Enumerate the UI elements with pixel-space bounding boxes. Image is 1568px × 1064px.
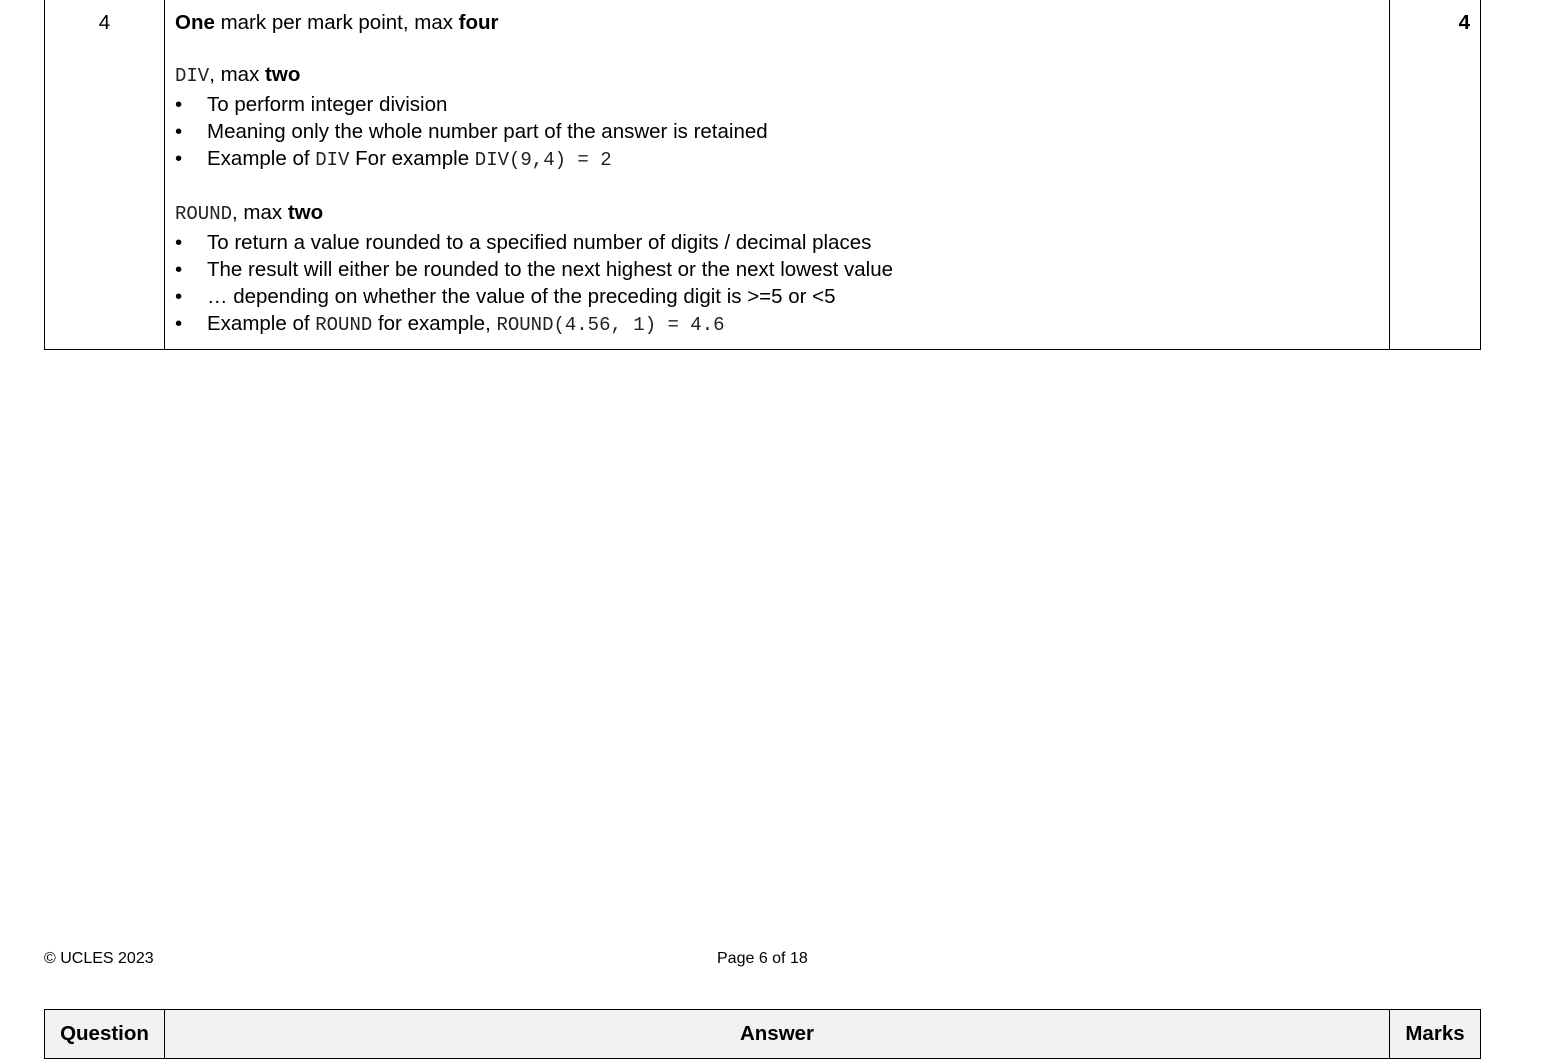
answer-cell (165, 0, 1390, 350)
round-code: ROUND (175, 203, 233, 225)
list-item (175, 310, 1379, 339)
example-code: ROUND(4.56, 1) = 4.6 (496, 314, 725, 336)
div-heading-bold: two (265, 63, 301, 86)
list-item: • To perform integer division (175, 91, 1379, 118)
header-answer: Answer (165, 1010, 1390, 1059)
example-text: For example (349, 147, 475, 170)
example-text: Example of (207, 147, 316, 170)
list-item: • … depending on whether the value of the preceding digit is >=5 or <5 (175, 283, 1379, 310)
example-text: for example, (372, 312, 497, 335)
round-section (175, 199, 1379, 339)
example-code: ROUND (315, 314, 373, 336)
list-item: • The result will either be rounded to the next highest or the next lowest value (175, 256, 1379, 283)
round-heading-bold: two (287, 201, 324, 224)
page-number: Page 6 of 18 (717, 950, 808, 967)
example-code: DIV(9,4) = 2 (474, 149, 612, 171)
marks-value: 4 (1390, 0, 1481, 350)
next-page-table-header (44, 1009, 1481, 1059)
div-heading (175, 61, 1379, 90)
round-heading (175, 199, 1379, 228)
header-row (45, 1010, 1481, 1059)
div-section (175, 61, 1379, 174)
intro-line (175, 9, 1379, 36)
div-code: DIV (175, 65, 210, 87)
round-bullet-list (175, 229, 1379, 339)
intro-text: mark per mark point, max (214, 11, 459, 34)
div-bullet-list (175, 91, 1379, 174)
list-item (175, 145, 1379, 174)
round-heading-text: , max (232, 201, 288, 224)
example-text: Example of (207, 312, 316, 335)
div-heading-text: , max (209, 63, 266, 86)
header-marks: Marks (1390, 1010, 1481, 1059)
header-question: Question (45, 1010, 165, 1059)
table-row (45, 0, 1481, 350)
intro-bold-four: four (458, 11, 499, 34)
mark-scheme-table (44, 0, 1481, 350)
intro-bold-one: One (175, 11, 215, 34)
copyright-footer: © UCLES 2023 (44, 950, 154, 967)
question-number: 4 (45, 0, 165, 350)
list-item: • Meaning only the whole number part of the answer is retained (175, 118, 1379, 145)
list-item: • To return a value rounded to a specified number of digits / decimal places (175, 229, 1379, 256)
example-code: DIV (315, 149, 350, 171)
